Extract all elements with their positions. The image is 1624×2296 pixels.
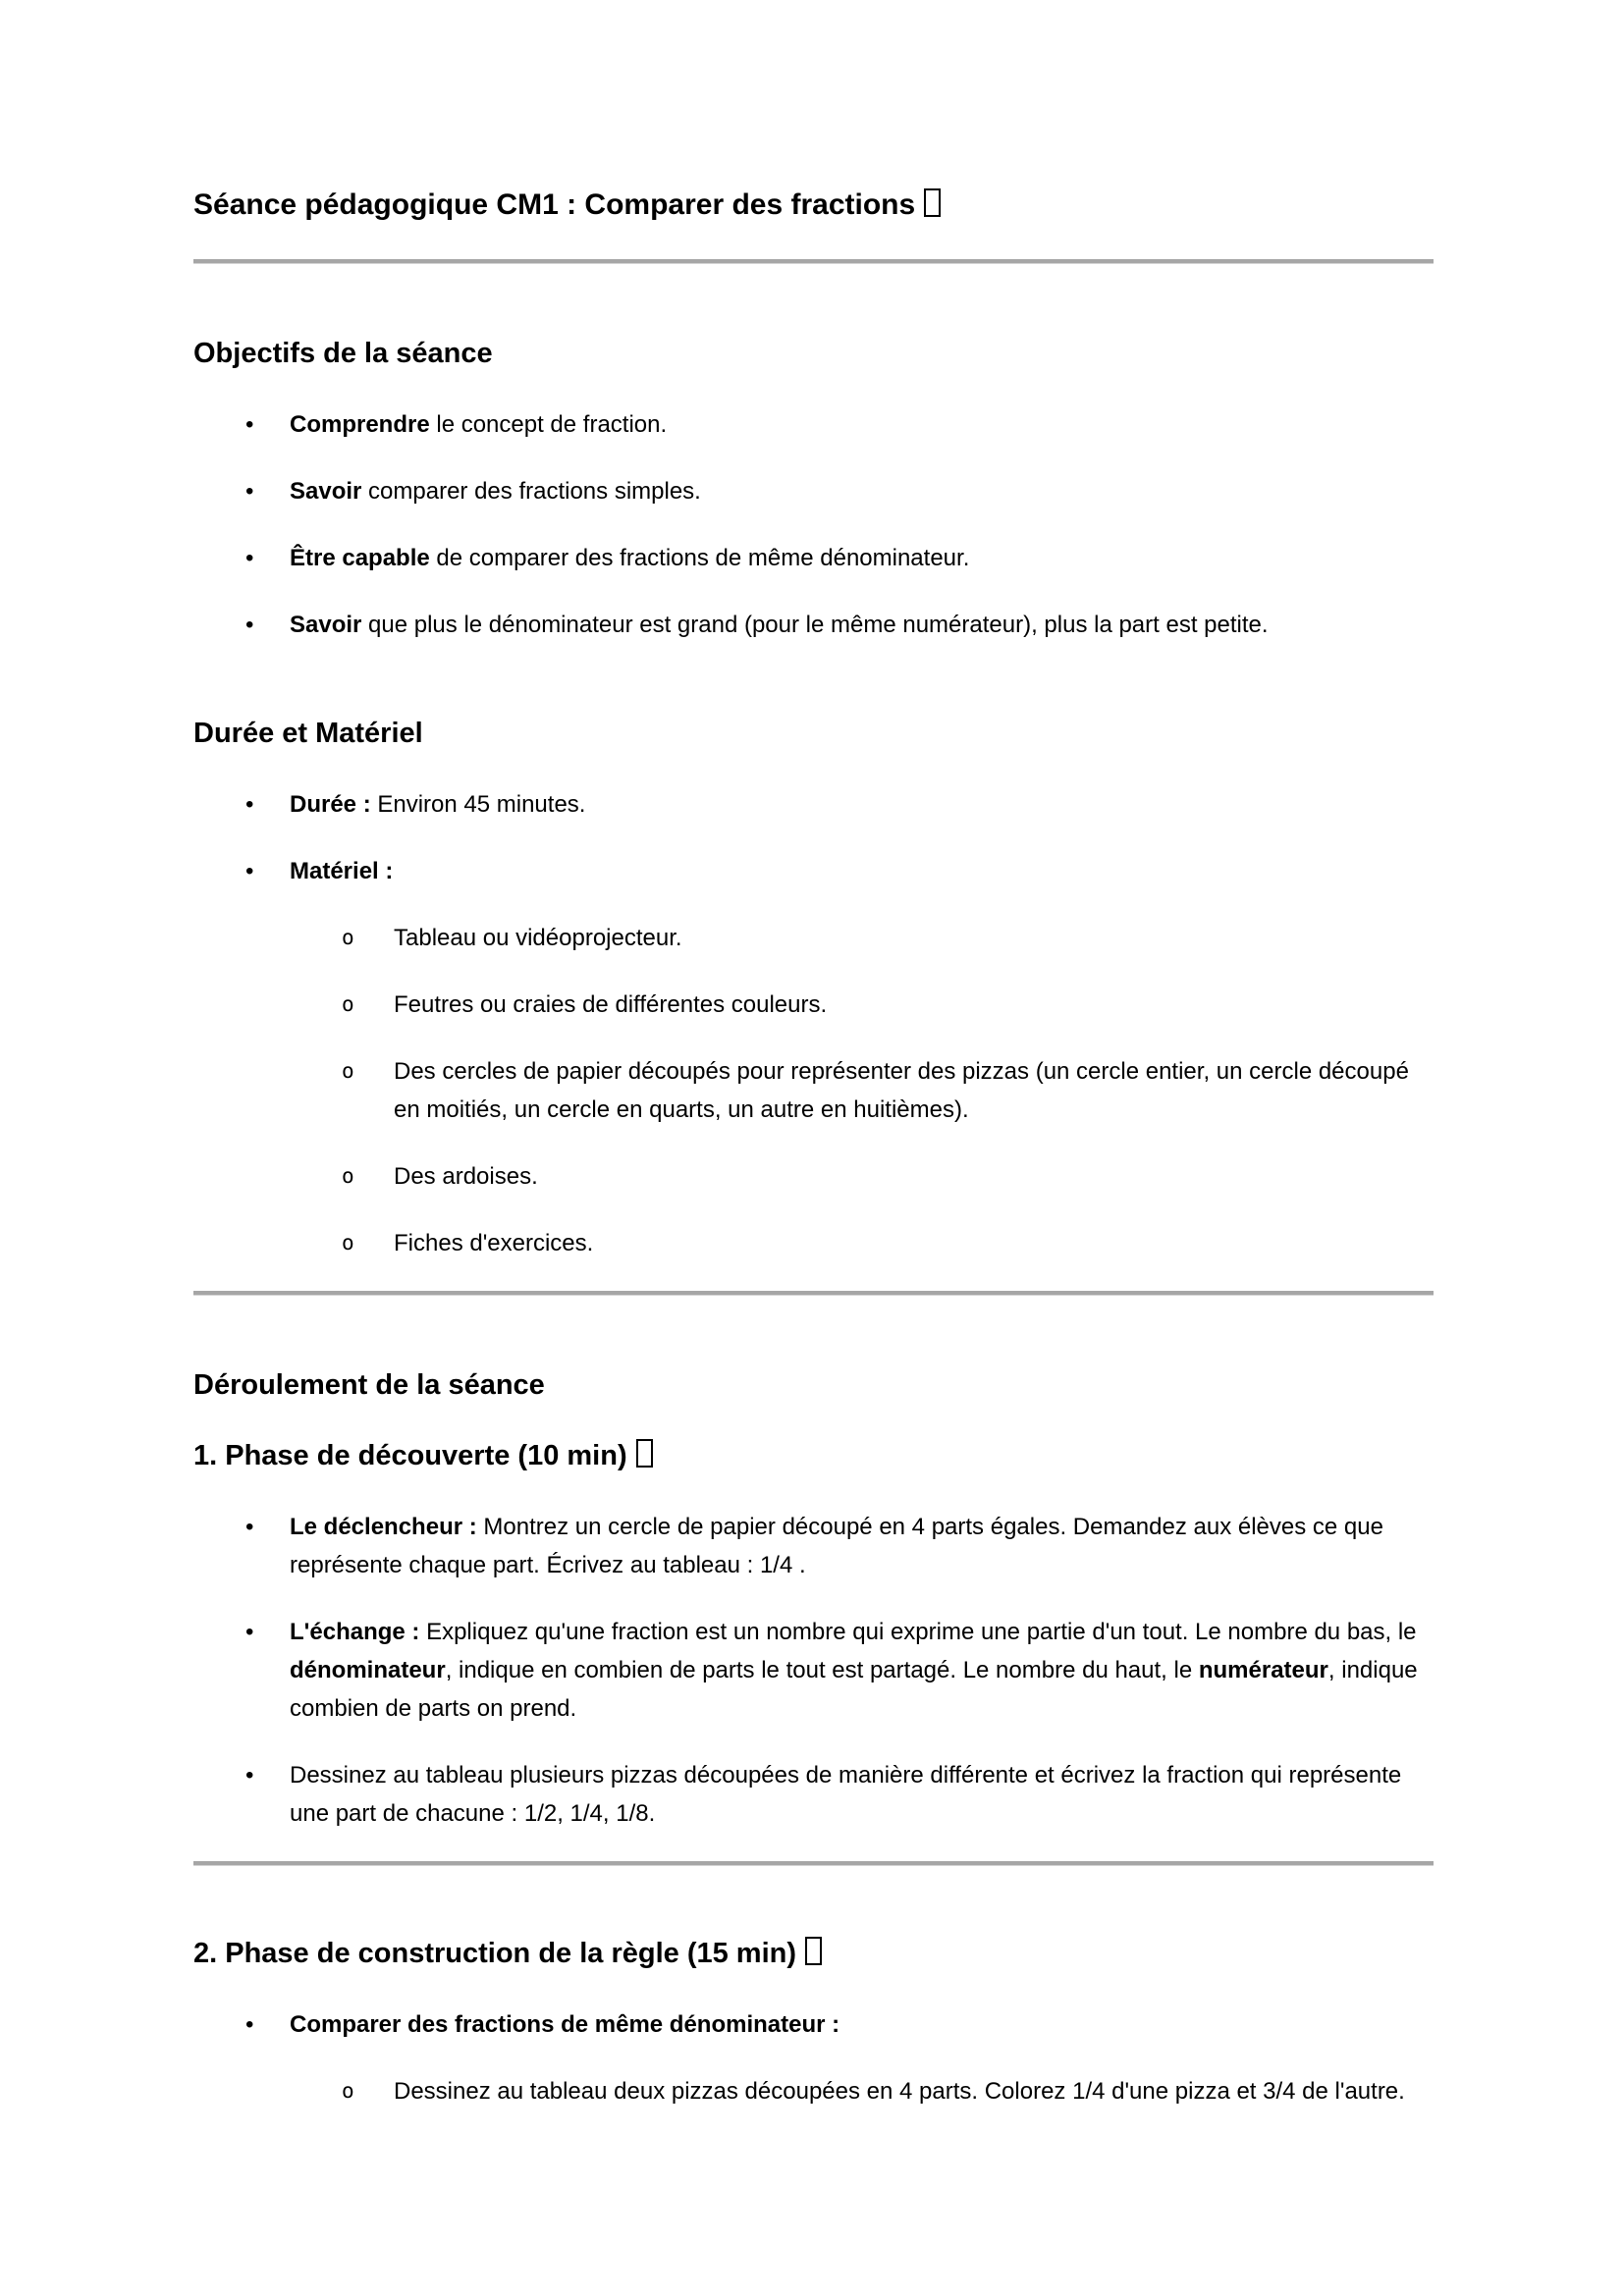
bullet-icon: • xyxy=(245,545,254,571)
section-heading-duree-materiel: Durée et Matériel xyxy=(193,718,423,749)
sub-list-item xyxy=(193,1224,1434,1262)
bullet-icon: • xyxy=(245,1762,254,1789)
objectifs-list xyxy=(193,405,1434,644)
list-item xyxy=(193,405,1434,444)
bullet-icon: • xyxy=(245,1619,254,1645)
list-item-text: Matériel : xyxy=(290,858,394,884)
bullet-icon: • xyxy=(245,2011,254,2038)
bullet-icon: • xyxy=(245,478,254,505)
phase1-heading xyxy=(193,1437,1434,1474)
bullet-icon: • xyxy=(245,612,254,638)
duree-materiel-list xyxy=(193,785,1434,1262)
list-item-text: Savoir comparer des fractions simples. xyxy=(290,478,701,505)
list-item-text: Savoir que plus le dénominateur est grand (pour le même numérateur), plus la part est petite. xyxy=(290,612,1269,638)
phase1-heading-text: 1. Phase de découverte (10 min) xyxy=(193,1440,627,1471)
list-item-text: Dessinez au tableau deux pizzas découpées en 4 parts. Colorez 1/4 d'une pizza et 3/4 de l'autre. xyxy=(394,2078,1405,2105)
circle-bullet-icon: o xyxy=(342,926,354,949)
list-item-text: Dessinez au tableau plusieurs pizzas découpées de manière différente et écrivez la fraction qui représente une part de chacune : 1/2, 1/4, 1/8. xyxy=(290,1762,1402,1827)
list-item-text: Feutres ou craies de différentes couleurs. xyxy=(394,991,828,1018)
bullet-icon: • xyxy=(245,791,254,818)
list-item-text: Durée : Environ 45 minutes. xyxy=(290,791,586,818)
page-title xyxy=(193,187,1434,224)
list-item xyxy=(193,1756,1434,1833)
list-item-text: Le déclencheur : Montrez un cercle de papier découpé en 4 parts égales. Demandez aux élèves ce que représente chaque part. Écrivez au tableau : 1/4 . xyxy=(290,1514,1383,1578)
divider xyxy=(193,1861,1434,1866)
phase1-list xyxy=(193,1508,1434,1833)
list-item xyxy=(193,852,1434,890)
section-heading-deroulement: Déroulement de la séance xyxy=(193,1369,545,1401)
phase2-heading-text: 2. Phase de construction de la règle (15 min) xyxy=(193,1938,797,1969)
section-heading-objectifs: Objectifs de la séance xyxy=(193,338,493,369)
sub-list-item xyxy=(193,1052,1434,1129)
sub-list-item xyxy=(193,986,1434,1024)
list-item-text: L'échange : Expliquez qu'une fraction est un nombre qui exprime une partie d'un tout. Le nombre du bas, le dénominateur, indique en combien de parts le tout est partagé. Le nombre du haut, le numérateur, indique combien de parts on prend. xyxy=(290,1619,1418,1722)
circle-bullet-icon: o xyxy=(342,1231,354,1255)
circle-bullet-icon: o xyxy=(342,1164,354,1188)
phase2-heading xyxy=(193,1935,1434,1972)
divider xyxy=(193,1291,1434,1296)
list-item xyxy=(193,606,1434,644)
list-item-text: Des cercles de papier découpés pour représenter des pizzas (un cercle entier, un cercle découpé en moitiés, un cercle en quarts, un autre en huitièmes). xyxy=(394,1058,1409,1123)
sub-list-item xyxy=(193,2072,1434,2110)
list-item-text: Des ardoises. xyxy=(394,1163,538,1190)
list-item xyxy=(193,1508,1434,1584)
missing-glyph-icon xyxy=(805,1937,822,1965)
list-item-text: Fiches d'exercices. xyxy=(394,1230,594,1256)
circle-bullet-icon: o xyxy=(342,1059,354,1083)
phase2-list xyxy=(193,2005,1434,2110)
sub-list-item xyxy=(193,1157,1434,1196)
circle-bullet-icon: o xyxy=(342,992,354,1016)
page-title-text: Séance pédagogique CM1 : Comparer des fractions xyxy=(193,188,916,221)
list-item xyxy=(193,2005,1434,2044)
missing-glyph-icon xyxy=(924,188,941,217)
bullet-icon: • xyxy=(245,858,254,884)
list-item-text: Tableau ou vidéoprojecteur. xyxy=(394,925,682,951)
list-item-text: Être capable de comparer des fractions de même dénominateur. xyxy=(290,545,970,571)
list-item-text: Comparer des fractions de même dénominateur : xyxy=(290,2011,840,2038)
bullet-icon: • xyxy=(245,411,254,438)
list-item xyxy=(193,1613,1434,1728)
list-item xyxy=(193,472,1434,510)
bullet-icon: • xyxy=(245,1514,254,1540)
list-item xyxy=(193,539,1434,577)
divider xyxy=(193,259,1434,264)
list-item-text: Comprendre le concept de fraction. xyxy=(290,411,668,438)
list-item xyxy=(193,785,1434,824)
circle-bullet-icon: o xyxy=(342,2079,354,2103)
missing-glyph-icon xyxy=(636,1439,653,1468)
sub-list-item xyxy=(193,919,1434,957)
